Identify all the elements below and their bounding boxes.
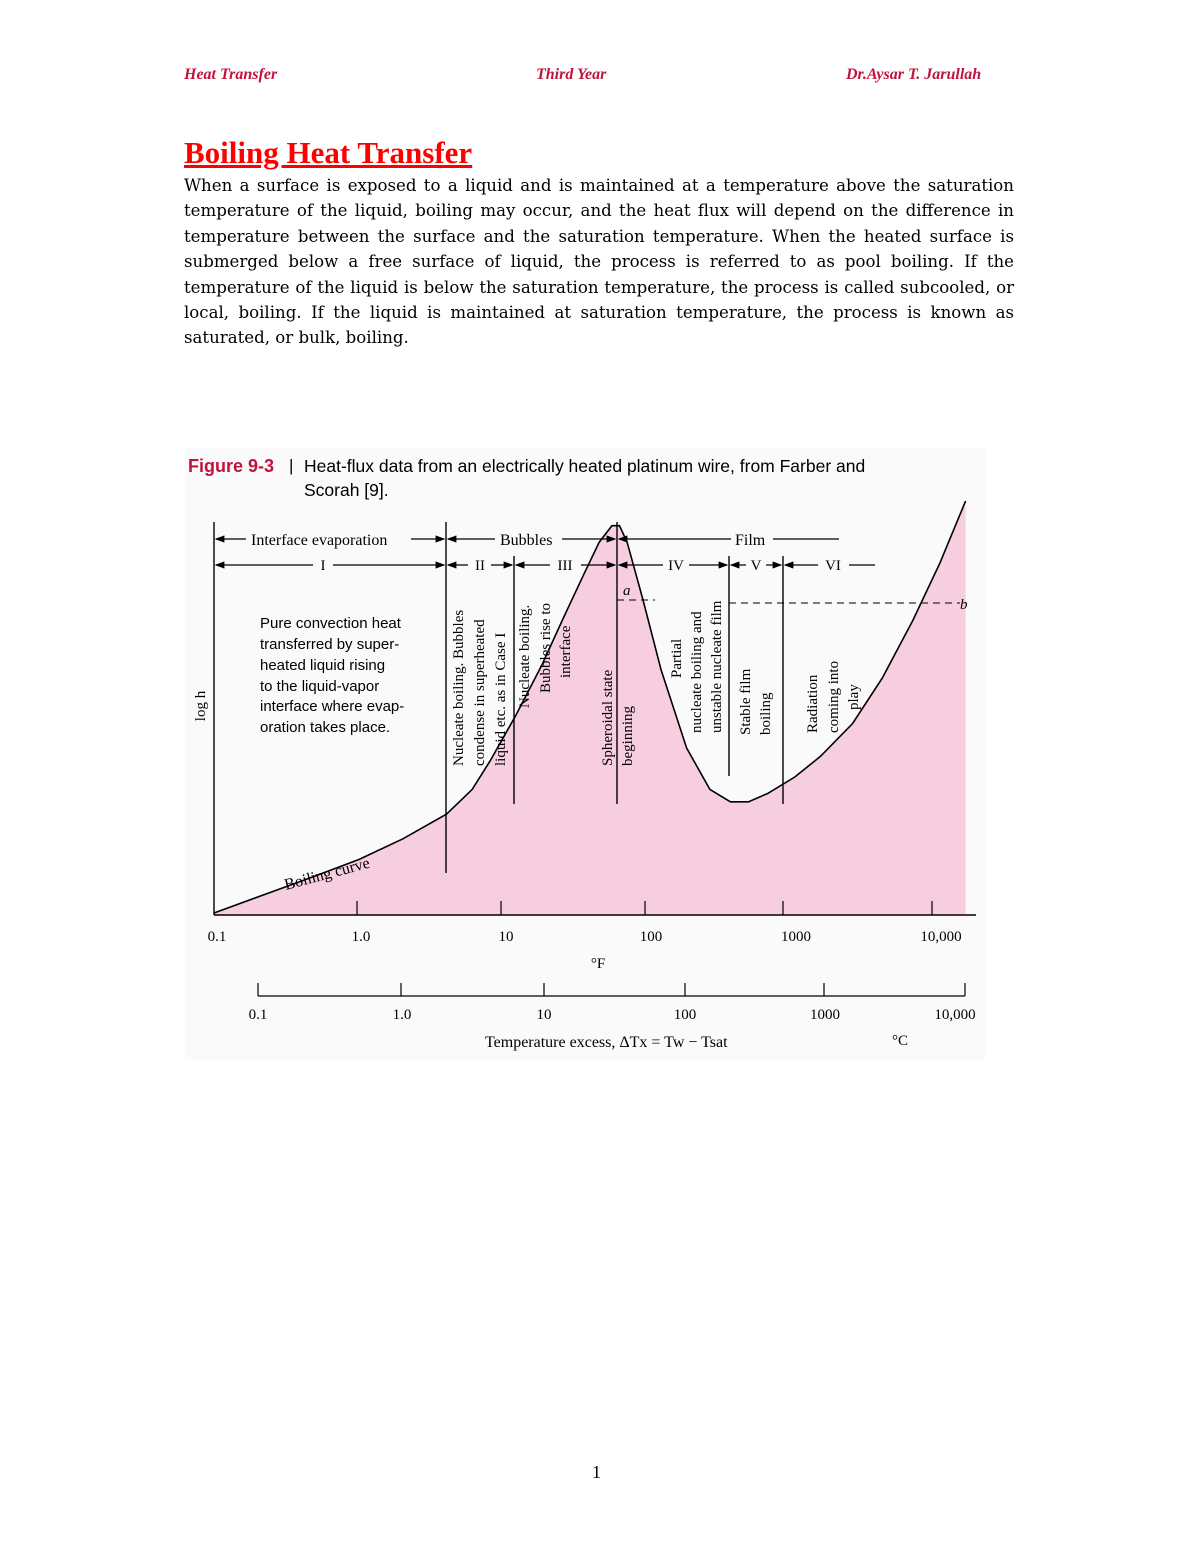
region-4-note-line: nucleate boiling and [689, 611, 705, 733]
c-tick-label: 10 [536, 1007, 552, 1023]
band-iii: III [557, 558, 573, 574]
band-vi: VI [825, 558, 841, 574]
point-a-label: a [623, 583, 631, 599]
region-1-note-line: transferred by super- [260, 636, 400, 653]
band-film: Film [735, 532, 766, 549]
x-axis-title: Temperature excess, ΔTx = Tw − Tsat [485, 1034, 728, 1051]
region-2-note-line: Nucleate boiling. Bubbles [451, 609, 467, 766]
page-number: 1 [592, 1462, 601, 1482]
f-tick-label: 100 [639, 929, 663, 945]
figure-caption-line-2: Scorah [9]. [304, 480, 389, 500]
c-tick-label: 10,000 [934, 1007, 976, 1023]
band-ii: II [475, 558, 485, 574]
region-3-note-line: Bubbles rise to [538, 603, 554, 693]
header-year: Third Year [536, 66, 607, 83]
boiling-curve-label: Boiling curve [282, 854, 372, 894]
band-interface-evaporation: Interface evaporation [251, 532, 388, 549]
c-tick-label: 0.1 [248, 1007, 268, 1023]
f-tick-label: 1000 [781, 929, 811, 945]
region-6-note-line: coming into [826, 660, 842, 733]
y-axis-label: log h [193, 690, 209, 722]
figure-label: Figure 9-3 [188, 456, 275, 476]
band-iv: IV [668, 558, 684, 574]
band-bubbles: Bubbles [500, 532, 553, 549]
f-tick-label: 0.1 [207, 929, 227, 945]
region-2-note [451, 610, 509, 766]
band-i: I [320, 558, 326, 574]
region-1-note-line: Pure convection heat [260, 615, 401, 632]
boiling-curve-figure [185, 448, 985, 1060]
region-3-note-line: interface [558, 625, 574, 678]
region-1-note-line: oration takes place. [260, 719, 391, 736]
region-3-note-line: Nucleate boiling. [517, 604, 533, 708]
c-tick-label: 1000 [810, 1007, 840, 1023]
region-5-note-line: Stable film [738, 668, 754, 735]
region-4-note-line: unstable nucleate film [709, 600, 725, 733]
section-title: Boiling Heat Transfer [184, 135, 473, 170]
region-6-note-line: Radiation [805, 674, 821, 733]
c-tick-label: 100 [673, 1007, 697, 1023]
figure-caption-line-1: Heat-flux data from an electrically heated platinum wire, from Farber and [304, 456, 866, 476]
spheroidal-note-line: Spheroidal state [600, 669, 616, 766]
intro-paragraph: When a surface is exposed to a liquid and is maintained at a temperature above the saturation temperature of the liquid, boiling may occur, and the heat flux will depend on the difference in temperature between the surface and the saturation temperature. When the heated surface is submerged below a free surface of liquid, the process is referred to as pool boiling. If the temperature of the liquid is below the saturation temperature, the process is called subcooled, or local, boiling. If the liquid is maintained at saturation temperature, the process is known as saturated, or bulk, boiling. [184, 176, 1014, 348]
region-4-note-line: Partial [669, 638, 685, 678]
band-v: V [750, 558, 762, 574]
region-6-note-line: play [846, 684, 862, 710]
header-author: Dr.Aysar T. Jarullah [846, 66, 982, 83]
x-axis-fahrenheit-unit: °F [590, 956, 606, 972]
region-2-note-line: liquid etc. as in Case I [493, 632, 509, 766]
header-course: Heat Transfer [184, 66, 278, 83]
f-tick-label: 10,000 [920, 929, 962, 945]
region-2-note-line: condense in superheated [472, 619, 488, 766]
x-axis-celsius-unit: °C [892, 1033, 909, 1049]
region-1-note-line: heated liquid rising [260, 657, 386, 674]
figure-separator: | [289, 456, 294, 475]
spheroidal-note-line: beginning [620, 706, 636, 766]
region-1-note-line: to the liquid-vapor [260, 678, 380, 695]
f-tick-label: 1.0 [351, 929, 371, 945]
f-tick-label: 10 [498, 929, 514, 945]
region-5-note-line: boiling [758, 692, 774, 735]
c-tick-label: 1.0 [392, 1007, 412, 1023]
region-1-note-line: interface where evap- [260, 698, 405, 715]
point-b-label: b [960, 597, 968, 613]
